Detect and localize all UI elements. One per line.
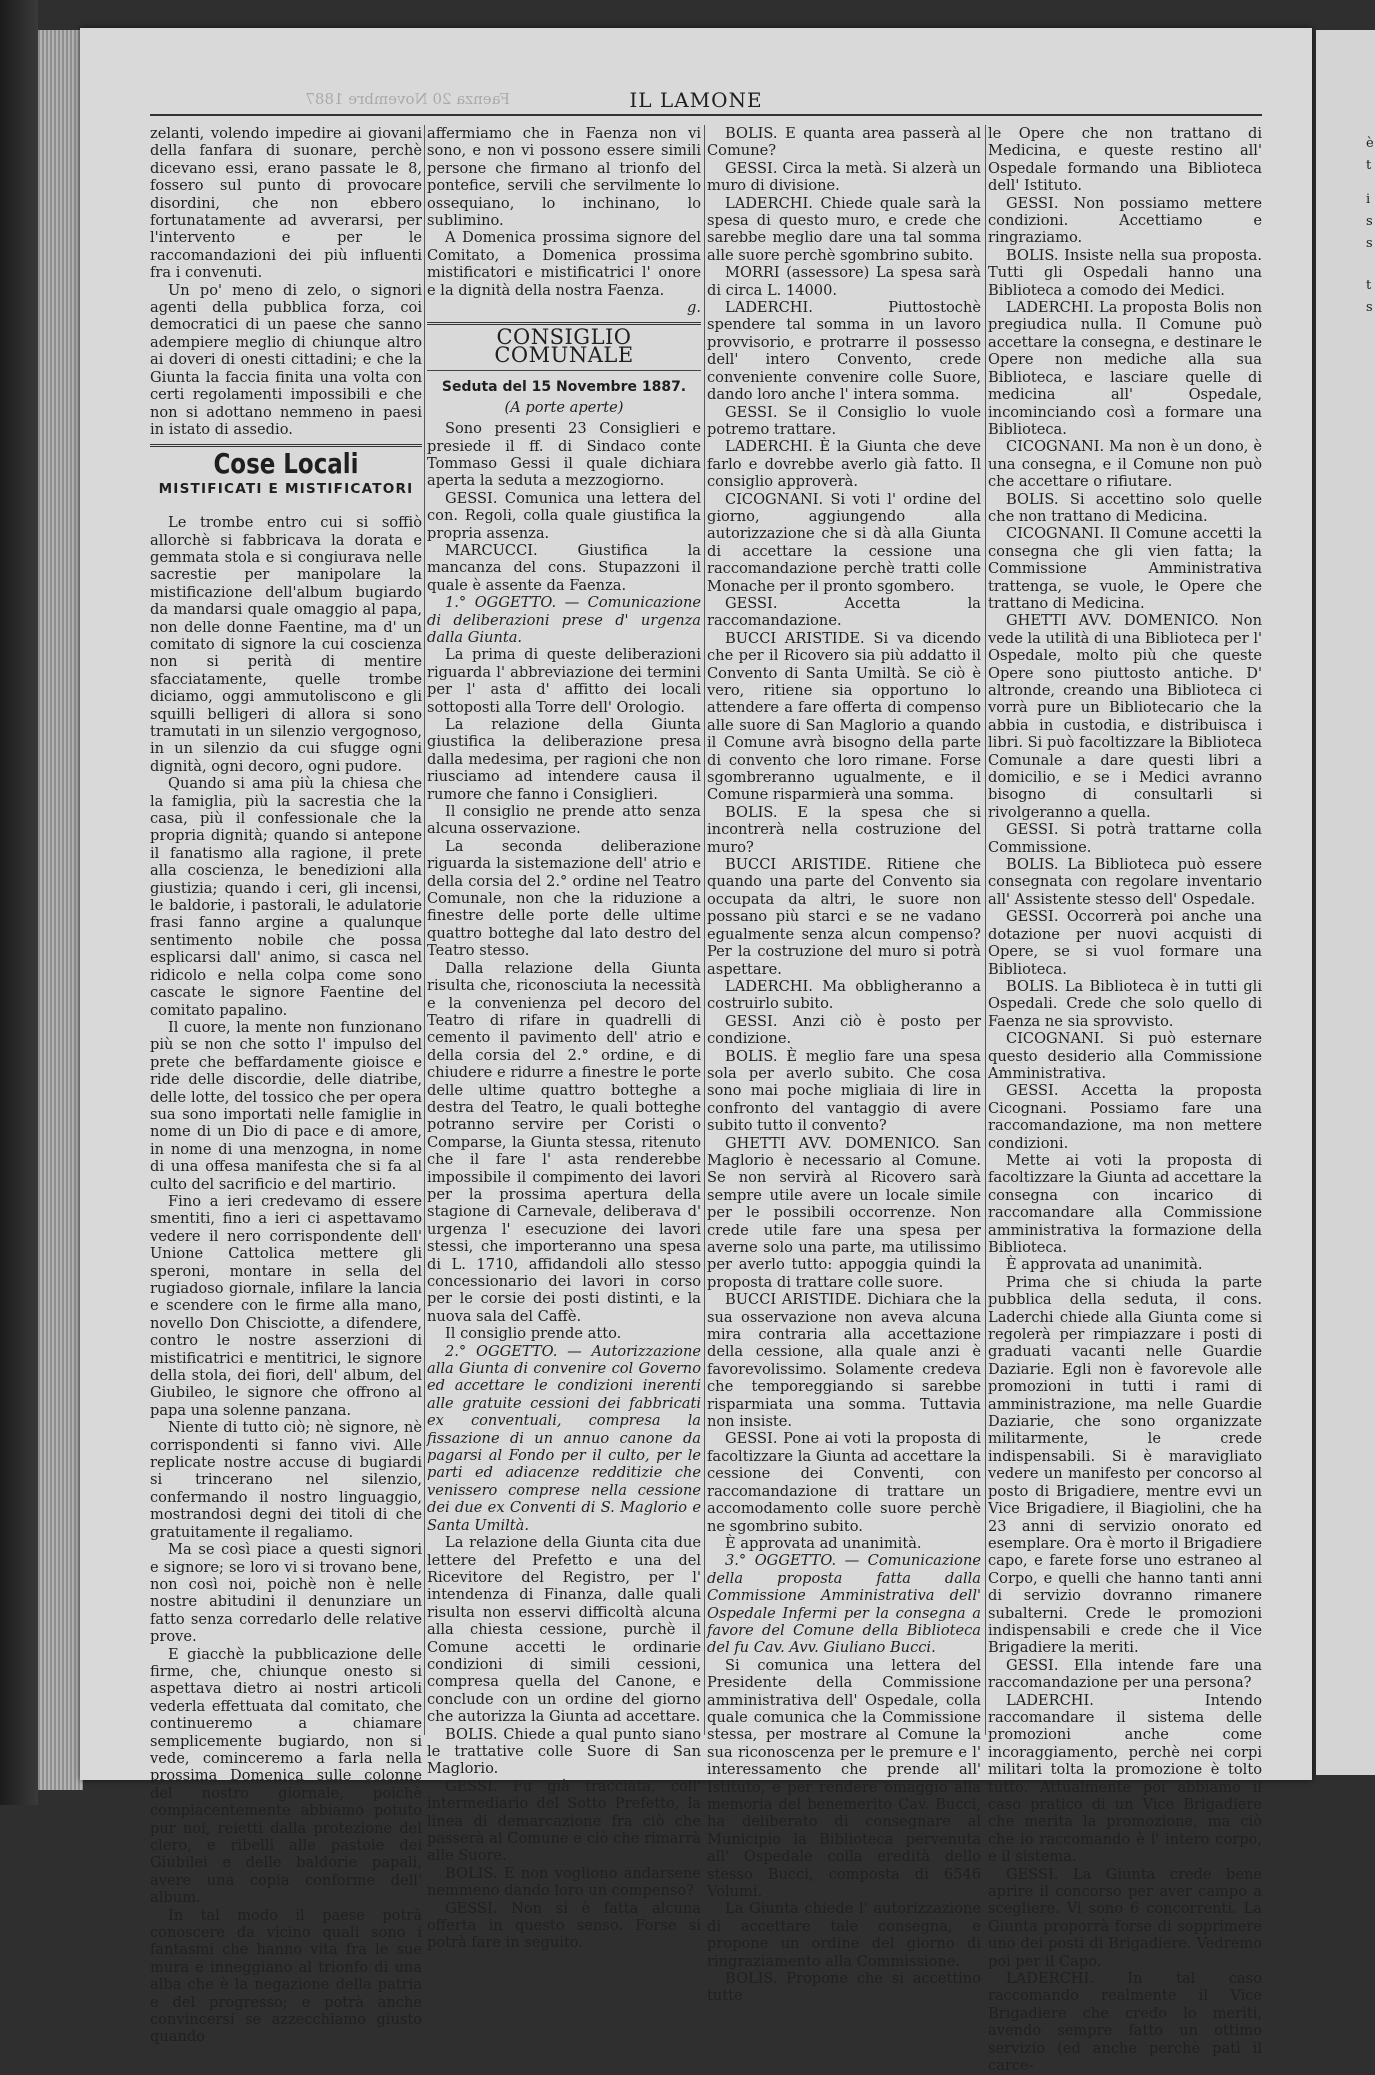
newspaper-page	[80, 28, 1312, 2075]
paragraph: GESSI. Se il Consiglio lo vuole potremo trattare.	[707, 403, 981, 438]
column-2	[427, 125, 701, 1952]
paragraph: Si comunica una lettera del Presidente della Commissione amministrativa dell' Ospedale, colla quale comunica che la Commissione stessa, per mostrare al Comune la sua riconoscenza per le premure e l' interessamento che prende all' Istituto, e per rendere omaggio alla memoria del benemerito Cav. Bucci, ha deliberato di consegnare al Municipio la Biblioteca pervenuta all' Ospedale colla eredità dello stesso Bucci, composta di 6546 Volumi.	[707, 1656, 981, 1901]
paragraph: LADERCHI. Intendo raccomandare il sistema delle promozioni anche come incoraggiamento, perchè nei corpi militari tolta la promozione è tolto tutto. Attualmente poi abbiamo il caso pratico di un Vice Brigadiere che merita la promozione, ma ciò che io raccomando è l' intero corpo, e il sistema.	[988, 1691, 1262, 1866]
paragraph: Il cuore, la mente non funzionano più se non che sotto l' impulso del prete che beffardamente gioisce e ride delle discordie, delle diatribe, delle lotte, del tossico che per opera sua sono importati nelle famiglie in nome di un Dio di pace e di amore, in nome di una menzogna, in nome di una offesa manifesta che si fa al culto del sacrificio e del martirio.	[150, 1018, 422, 1193]
next-page-fragment: t	[1366, 158, 1372, 173]
section-title: Cose Locali	[213, 447, 359, 481]
paragraph: GESSI. La Giunta crede bene aprire il concorso per aver campo a scegliere. Vi sono 6 concorrenti. La Giunta proporrà forse di sopprimere uno dei posti di Brigadiere. Vedremo poi per il Capo.	[988, 1865, 1262, 1970]
column-rule	[985, 125, 986, 1735]
page-edges	[38, 30, 83, 1790]
paragraph: BOLIS. La Biblioteca può essere consegnata con regolare inventario all' Assistente stesso dell' Ospedale.	[988, 856, 1262, 908]
paragraph: CICOGNANI. Ma non è un dono, è una consegna, e il Comune non può che accettare o rifiutare.	[988, 438, 1262, 491]
column-1	[150, 125, 422, 2046]
session-note: (A porte aperte)	[504, 398, 624, 416]
paragraph: In tal modo il paese potrà conoscere da vicino quali sono i fantasmi che hanno vita fra le sue mura e inneggiano al trionfo di una alba che è la negazione della patria e del progresso; e potrà anche convincersi se azzecchiamo giusto quando	[150, 1906, 422, 2046]
paragraph: La seconda deliberazione riguarda la sistemazione dell' atrio e della corsia del 2.° ordine nel Teatro Comunale, non che la riduzione a finestre delle porte delle ultime quattro botteghe dal lato destro del Teatro stesso.	[427, 837, 701, 960]
paragraph: CICOGNANI. Il Comune accetti la consegna che gli vien fatta; la Commissione Amministrativa trattenga, se vuole, le Opere che trattano di Medicina.	[988, 525, 1262, 612]
masthead-title: IL LAMONE	[629, 88, 763, 112]
paragraph: BUCCI ARISTIDE. Dichiara che la sua osservazione non aveva alcuna mira contraria alla accettazione della cessione, alla quale anzi è favorevolissimo. Solamente credeva che temporeggiando si sarebbe risparmiata una somma. Tuttavia non insiste.	[707, 1291, 981, 1431]
paragraph: GESSI. Accetta la proposta Cicognani. Possiamo fare una raccomandazione, ma non mettere condizioni.	[988, 1082, 1262, 1152]
paragraph: LADERCHI. È la Giunta che deve farlo e dovrebbe averlo già fatto. Il consiglio approverà.	[707, 438, 981, 491]
paragraph: GESSI. Ella intende fare una raccomandazione per una persona?	[988, 1656, 1262, 1692]
paragraph: LADERCHI. In tal caso raccomando realmente il Vice Brigadiere che credo lo meriti, avendo sempre fatto un ottimo servizio (ed anche perchè patì il carce-	[988, 1970, 1262, 2075]
paragraph: GESSI. Accetta la raccomandazione.	[707, 594, 981, 630]
paragraph: BOLIS. Chiede a qual punto siano le trattative colle Suore di San Maglorio.	[427, 1725, 701, 1778]
paragraph: GHETTI AVV. DOMENICO. Non vede la utilità di una Biblioteca per l' Ospedale, molto più che queste Opere sono piuttosto antiche. D' altronde, creando una Biblioteca ci vorrà pure un Bibliotecario che la abbia in custodia, e distribuisca i libri. Si può facoltizzare la Biblioteca Comunale a dare questi libri a domicilio, e se i Medici avranno bisogno di consultarli si rivolgeranno a quella.	[988, 612, 1262, 821]
column-rule	[424, 125, 425, 1735]
agenda-item: 1.° OGGETTO. — Comunicazione di deliberazioni prese d' urgenza dalla Giunta.	[427, 594, 701, 646]
paragraph: CICOGNANI. Si può esternare questo desiderio alla Commissione Amministrativa.	[988, 1030, 1262, 1082]
paragraph: GESSI. Occorrerà poi anche una dotazione per nuovi acquisti di Opere, se si vuol formare una Biblioteca.	[988, 908, 1262, 978]
paragraph: BUCCI ARISTIDE. Ritiene che quando una parte del Convento sia occupata da altri, le suore non possano più starci e se ne vadano egualmente senza alcun compenso? Per la costruzione del muro si potrà aspettare.	[707, 856, 981, 978]
paragraph: GESSI. Non si è fatta alcuna offerta in questo senso. Forse si potrà fare in seguito.	[427, 1899, 701, 1952]
paragraph: E giacchè la pubblicazione delle firme, che, chiunque onesto si aspettava dietro ai nostri articoli vederla effettuata dal comitato, che continueremo a chiamare semplicemente bugiardo, non si vede, cominceremo a farla nella prossima Domenica sulle colonne del nostro giornale, poichè compiacentemente abbiamo potuto pur noi, reietti dalla protezione del clero, e ribelli alle pastoie dei Giubilei e delle baldorie papali, avere una copia conforme dell' album.	[150, 1645, 422, 1907]
next-page-fragment: s	[1366, 214, 1373, 229]
next-page-edge	[1316, 30, 1375, 1775]
paragraph: GESSI. Fu già tracciata, coll' intermediario del Sotto Prefetto, la linea di demarcazione fra ciò che passerà al Comune e ciò che rimarrà alle Suore.	[427, 1777, 701, 1865]
paragraph: Un po' meno di zelo, o signori agenti della pubblica forza, coi democratici di un paese che sanno adempiere meglio di chiunque altro ai doveri di onesti cittadini; e che la Giunta la faccia finita una volta con certi regolamenti impossibili e che non si adottano nemmeno in paesi in istato di assedio.	[150, 281, 422, 438]
paragraph: Mette ai voti la proposta di facoltizzare la Giunta ad accettare la consegna con incarico di raccomandare alla Commissione amministrativa la formazione della Biblioteca.	[988, 1151, 1262, 1256]
agenda-item: 3.° OGGETTO. — Comunicazione della proposta fatta dalla Commissione Amministrativa dell' Ospedale Infermi per la consegna a favore del Comune della Biblioteca del fu Cav. Avv. Giuliano Bucci.	[707, 1552, 981, 1657]
paragraph: BOLIS. E la spesa che si incontrerà nella costruzione del muro?	[707, 803, 981, 856]
paragraph: La prima di queste deliberazioni riguarda l' abbreviazione dei termini per l' asta d' affitto dei locali sottoposti alla Torre dell' Orologio.	[427, 646, 701, 716]
paragraph: affermiamo che in Faenza non vi sono, e non vi possono essere simili persone che firmano al trionfo del pontefice, servili che servilmente lo ossequiano, lo inchinano, lo sublimino.	[427, 125, 701, 230]
paragraph: A Domenica prossima signore del Comitato, a Domenica prossima mistificatori e mistificatrici l' onore e la dignità della nostra Faenza.	[427, 229, 701, 299]
paragraph: Niente di tutto ciò; nè signore, nè corrispondenti si fanno vivi. Alle replicate nostre accuse di bugiardi si trincerano nel silenzio, confermando il nostro linguaggio, mostrandosi degni dei titoli di che gratuitamente il regaliamo.	[150, 1419, 422, 1541]
paragraph: La Giunta chiede l' autorizzazione di accettare tale consegna, e propone un ordine del giorno di ringraziamento alla Commissione.	[707, 1900, 981, 1970]
paragraph: È approvata ad unanimità.	[725, 1534, 922, 1552]
paragraph: GESSI. Anzi ciò è posto per condizione.	[707, 1012, 981, 1048]
paragraph: BOLIS. Propone che si accettino tutte	[707, 1970, 981, 2005]
next-page-fragment: s	[1366, 300, 1373, 315]
title-rule	[427, 370, 701, 371]
paragraph: BUCCI ARISTIDE. Si va dicendo che per il Ricovero sia più addatto il Convento di Santa Umiltà. Se ciò è vero, ritiene sia opportuno lo attendere a fare offerta di compenso alle suore di San Maglorio a quando il Comune avrà bisogno della parte di convento che loro rimane. Forse sgombreranno ugualmente, e il Comune risparmierà una somma.	[707, 629, 981, 804]
paragraph: MARCUCCI. Giustifica la mancanza del cons. Stupazzoni il quale è assente da Faenza.	[427, 541, 701, 594]
next-page-fragment: s	[1366, 236, 1373, 251]
session-date: Seduta del 15 Novembre 1887.	[441, 379, 687, 396]
paragraph: Il consiglio ne prende atto senza alcuna osservazione.	[427, 803, 701, 838]
paragraph: BOLIS. La Biblioteca è in tutti gli Ospedali. Crede che solo quello di Faenza ne sia sprovvisto.	[988, 977, 1262, 1030]
column-4	[988, 125, 1262, 2075]
paragraph: le Opere che non trattano di Medicina, e queste restino all' Ospedale formando una Biblioteca dell' Istituto.	[988, 125, 1262, 195]
paragraph: MORRI (assessore) La spesa sarà di circa L. 14000.	[707, 264, 981, 299]
signature: g.	[687, 299, 701, 317]
paragraph: Il consiglio prende atto.	[445, 1325, 622, 1343]
paragraph: BOLIS. È meglio fare una spesa sola per averlo subito. Che cosa sono mai poche migliaia di lire in confronto del vantaggio di avere subito tutto il convento?	[707, 1047, 981, 1135]
paragraph: CICOGNANI. Si voti l' ordine del giorno, aggiungendo alla autorizzazione che si dà alla Giunta di accettare la cessione una raccomandazione perchè tratti colle Monache per il pronto sgombero.	[707, 490, 981, 595]
paragraph: BOLIS. Si accettino solo quelle che non trattano di Medicina.	[988, 490, 1262, 525]
paragraph: BOLIS. E quanta area passerà al Comune?	[707, 125, 981, 160]
next-page-fragment: t	[1366, 278, 1372, 293]
paragraph: Le trombe entro cui si soffiò allorchè si fabbricava la dorata e gemmata stola e si congiurava nelle sacrestie per manipolare la mistificazione dell'album bugiardo da mandarsi quale omaggio al papa, non delle donne Faentine, ma d' un comitato di signore la cui coscienza non si perità di mentire sfacciatamente, quelle trombe diciamo, oggi ammutoliscono e gli squilli belligeri di allora si sono tramutati in un silenzio vergognoso, in un silenzio da cui sfugge ogni dignità, ogni decoro, ogni pudore.	[150, 514, 422, 775]
book-spine	[0, 0, 38, 1805]
paragraph: È approvata ad unanimità.	[1006, 1256, 1203, 1274]
article-headline: MISTIFICATI E MISTIFICATORI	[158, 480, 414, 497]
paragraph: GESSI. Pone ai voti la proposta di facoltizzare la Giunta ad accettare la cessione dei Conventi, con raccomandazione di trattare un accomodamento colle suore perchè ne sgombrino subito.	[707, 1430, 981, 1535]
paragraph: GESSI. Comunica una lettera del con. Regoli, colla quale giustifica la propria assenza.	[427, 489, 701, 542]
paragraph: GHETTI AVV. DOMENICO. San Maglorio è necessario al Comune. Se non servirà al Ricovero sarà sempre utile avere un locale simile per le possibili occorrenze. Non crede utile fare una spesa per averne solo una parte, ma utilissimo per averlo tutto: appoggia quindi la proposta di trattare colle suore.	[707, 1134, 981, 1291]
paragraph: GESSI. Si potrà trattarne colla Commissione.	[988, 821, 1262, 856]
paragraph: LADERCHI. Ma obbligheranno a costruirlo subito.	[707, 977, 981, 1013]
paragraph: La relazione della Giunta giustifica la deliberazione presa dalla medesima, per ragioni che non riusciamo ad intendere causa il rumore che fanno i Consiglieri.	[427, 716, 701, 803]
paragraph: Ma se così piace a questi signori e signore; se loro vi si trovano bene, non così noi, poichè non è nelle nostre abitudini il denunziare un fatto senza corredarlo delle relative prove.	[150, 1541, 422, 1646]
paragraph: BOLIS. E non vogliono andarsene nemmeno dando loro un compenso?	[427, 1864, 701, 1900]
paragraph: GESSI. Non possiamo mettere condizioni. Accettiamo e ringraziamo.	[988, 194, 1262, 247]
council-title: CONSIGLIO COMUNALE	[494, 325, 634, 367]
column-rule	[704, 125, 705, 1735]
paragraph: Fino a ieri credevamo di essere smentiti, fino a ieri ci aspettavamo vedere il nero corrispondente dell' Unione Cattolica mettere gli speroni, montare in sella del rugiadoso giornale, infilare la lancia e scendere con le firme alla mano, novello Don Chisciotte, a difendere, contro le nostre asserzioni di mistificatrici e mentitrici, le signore della stola, dei fiori, dell' album, del Giubileo, le signore che offrono al papa una solenne panzana.	[150, 1192, 422, 1419]
paragraph: GESSI. Circa la metà. Si alzerà un muro di divisione.	[707, 159, 981, 195]
paragraph: Quando si ama più la chiesa che la famiglia, più la sacrestia che la casa, più il confessionale che la propria dignità; quando si antepone il fanatismo alla ragione, il prete alla coscienza, le benedizioni alla giustizia; quando i ceri, gli incensi, le baldorie, i pastorali, le adulatorie frasi fanno argine a qualunque sentimento nobile che possa esplicarsi dall' animo, si casca nel ridicolo e nella colpa come sono cascate le signore Faentine del comitato papalino.	[150, 775, 422, 1019]
bleed-through-text: Faenza 20 Novembre 1887	[305, 90, 510, 108]
paragraph: Prima che si chiuda la parte pubblica della seduta, il cons. Laderchi chiede alla Giunta come si regolerà per rimpiazzare i posti di graduati vacanti nelle Guardie Daziarie. Egli non è favorevole alle promozioni in tutti i rami di amministrazione, ma nelle Guardie Daziarie, che sono organizzate militarmente, le crede indispensabili. Si è maravigliato vedere un manifesto per concorso al posto di Brigadiere, mentre evvi un Vice Brigadiere, il Biagiolini, che ha 23 anni di servizio onorato ed esemplare. Ora è morto il Brigadiere capo, e farete forse uno estraneo al Corpo, e quelli che hanno tanti anni di servizio dovranno rimanere subalterni. Crede le promozioni indispensabili e crede che il Vice Brigadiere la meriti.	[988, 1273, 1262, 1657]
agenda-item: 2.° OGGETTO. — Autorizzazione alla Giunta di convenire col Governo ed accettare le condizioni inerenti alle gratuite cessioni dei fabbricati ex conventuali, compresa la fissazione di un annuo canone da pagarsi al Fondo per il culto, per le parti ed adiacenze redditizie che venissero comprese nella cessione dei due ex Conventi di S. Maglorio e Santa Umiltà.	[427, 1342, 701, 1534]
column-3	[707, 125, 981, 2005]
paragraph: LADERCHI. La proposta Bolis non pregiudica nulla. Il Comune può accettare la consegna, e destinare le Opere non mediche alla sua Biblioteca, e lasciare quelle di medicina all' Ospedale, incominciando così a formare una Biblioteca.	[988, 299, 1262, 438]
next-page-fragment: i	[1366, 192, 1371, 207]
paragraph: LADERCHI. Chiede quale sarà la spesa di questo muro, e crede che sarebbe meglio dare una tal somma alle suore perchè sgombrino subito.	[707, 194, 981, 264]
paragraph: BOLIS. Insiste nella sua proposta. Tutti gli Ospedali hanno una Biblioteca a comodo dei Medici.	[988, 246, 1262, 299]
next-page-fragment: è	[1366, 136, 1374, 151]
paragraph: LADERCHI. Piuttostochè spendere tal somma in un lavoro provvisorio, e protrarre il possesso dell' intero Convento, crede conveniente convenire colle Suore, dando loro anche l' intera somma.	[707, 299, 981, 404]
masthead-rule	[150, 114, 1262, 116]
paragraph: zelanti, volendo impedire ai giovani della fanfara di suonare, perchè dicevano essi, erano passate le 8, fossero sul punto di provocare disordini, che non ebbero fortunatamente ad avverarsi, per l'intervento e per le raccomandazioni dei più influenti fra i convenuti.	[150, 125, 422, 282]
paragraph: La relazione della Giunta cita due lettere del Prefetto e una del Ricevitore del Registro, per l' intendenza di Finanza, dalle quali risulta non esservi difficoltà alcuna alla chiesta cessione, purchè il Comune accetti le ordinarie condizioni di simili cessioni, compresa quella del Canone, e conclude con un ordine del giorno che autorizza la Giunta ad accettare.	[427, 1534, 701, 1726]
paragraph: Sono presenti 23 Consiglieri e presiede il ff. di Sindaco conte Tommaso Gessi il quale dichiara aperta la seduta a mezzogiorno.	[427, 420, 701, 490]
paragraph: Dalla relazione della Giunta risulta che, riconosciuta la necessità e la convenienza pel decoro del Teatro di rifare in quadrelli di cemento il pavimento dell' atrio e della corsia del 2.° ordine, e di chiudere e ridurre a finestre le porte delle ultime quattro botteghe a destra del Teatro, le quali botteghe potranno servire per Coristi o Comparse, la Giunta stessa, ritenuto che il fare l' asta renderebbe impossibile il compimento dei lavori per la prossima apertura della stagione di Carnevale, deliberava d' urgenza l' esecuzione dei lavori stessi, che importeranno una spesa di L. 1710, affidandoli allo stesso concessionario dei lavori in corso per le corsie dei posti distinti, e la nuova sala del Caffè.	[427, 959, 701, 1325]
